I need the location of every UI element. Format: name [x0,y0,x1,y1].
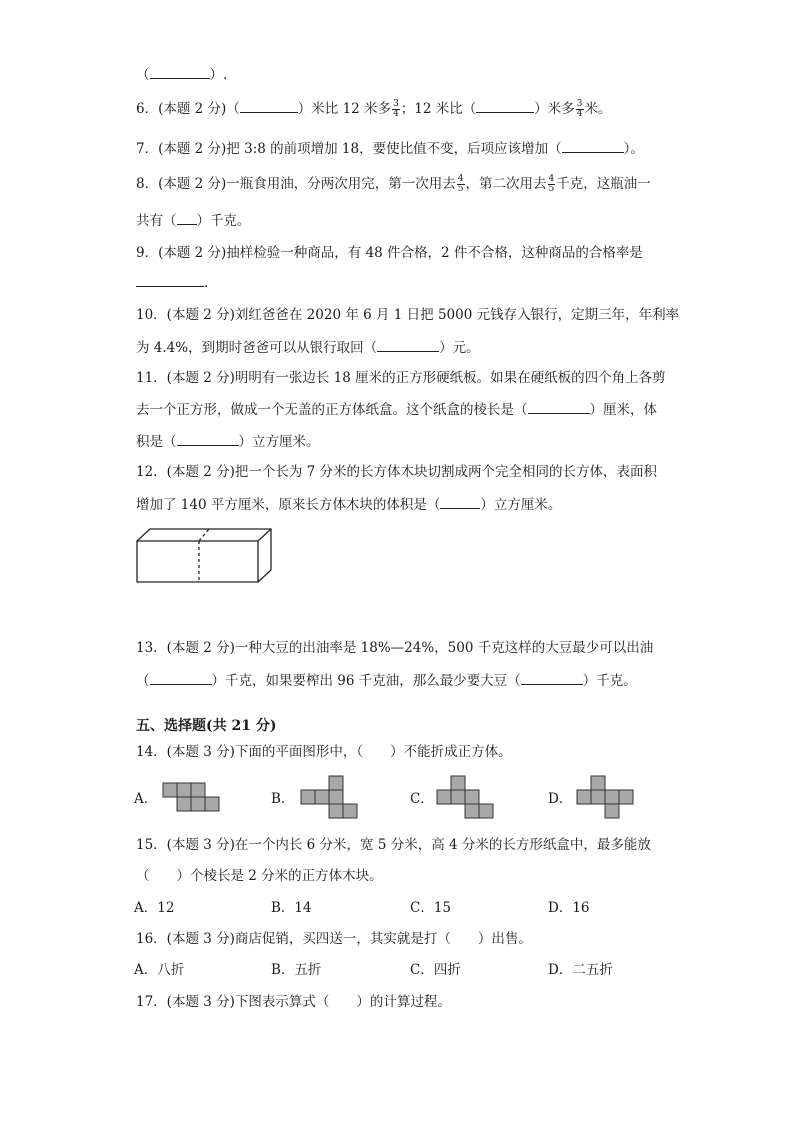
text: ）立方厘米。 [480,497,562,513]
fraction: $\frac{3}{4}$ [393,99,399,119]
question-10: 10．(本题 2 分)刘红爸爸在 2020 年 6 月 1 日把 5000 元钱存入银行，定期三年，年利率 [136,307,680,323]
question-11: 11．(本题 2 分)明明有一张边长 18 厘米的正方形硬纸板。如果在硬纸板的四个角上各剪 [136,370,666,386]
question-10-line2 [136,337,480,358]
cuboid-edge [258,529,271,541]
line-q5-continuation [136,64,227,85]
text: ）千克。 [582,673,637,689]
cuboid-figure [134,526,276,586]
fraction: $\frac{4}{5}$ [548,174,555,194]
fraction: $\frac{3}{4}$ [576,99,583,119]
text: ，第二次用去 [465,176,547,192]
text: ）立方厘米。 [238,434,320,450]
question-15-line2: （ ）个棱长是 2 分米的正方体木块。 [136,868,383,884]
text: ）米多 [534,101,575,117]
option-b-label[interactable]: B． [271,791,295,807]
answer-blank[interactable] [150,670,212,685]
text: 千克，这瓶油一 [556,176,651,192]
answer-blank[interactable] [440,494,480,509]
answer-blank[interactable] [177,431,239,446]
question-16: 16．(本题 3 分)商店促销，买四送一，其实就是打（ ）出售。 [136,931,532,947]
text: 共有（ [136,213,177,229]
text: 6．(本题 2 分)（ [136,101,240,117]
section-heading-choice: 五、选择题(共 21 分) [136,718,277,734]
answer-blank[interactable] [528,399,590,414]
answer-blank[interactable] [476,98,534,113]
question-6 [136,98,612,119]
text: （ [136,67,150,83]
cuboid-front-face [137,541,258,582]
text: 7．(本题 2 分)把 3:8 的前项增加 18，要使比值不变，后项应该增加（ [136,141,562,157]
option-c-label[interactable]: C． [410,791,434,807]
text: （ [136,673,150,689]
question-13-line2 [136,670,637,691]
text: ）厘米，体 [589,402,657,418]
net-figure-a[interactable] [162,782,220,814]
option-a[interactable]: A．八折 [134,962,185,978]
net-figure-b[interactable] [300,775,360,821]
text: . [204,275,209,291]
answer-blank[interactable] [521,670,583,685]
question-9-blank-line [136,272,208,293]
option-d[interactable]: D．二五折 [548,962,613,978]
net-figure-c[interactable] [436,775,496,821]
answer-blank[interactable] [562,138,624,153]
question-14: 14．(本题 3 分)下面的平面图形中，（ ）不能折成正方体。 [136,744,512,760]
option-c[interactable]: C．15 [410,900,452,916]
text: ）千克，如果要榨出 96 千克油，那么最少要大豆（ [211,673,521,689]
answer-blank[interactable] [136,272,204,287]
question-12: 12．(本题 2 分)把一个长为 7 分米的长方体木块切割成两个完全相同的长方体，表面积 [136,464,658,480]
question-17: 17．(本题 3 分)下图表示算式（ ）的计算过程。 [136,994,451,1010]
option-b[interactable]: B．14 [271,900,312,916]
question-7 [136,138,644,159]
question-8 [136,174,651,194]
cut-line-top [199,529,209,541]
option-a[interactable]: A．12 [134,900,175,916]
question-9: 9．(本题 2 分)抽样检验一种商品，有 48 件合格，2 件不合格，这种商品的合格率是 [136,245,643,261]
text: ）千克。 [196,213,251,229]
option-b[interactable]: B．五折 [271,962,322,978]
text: 增加了 140 平方厘米，原来长方体木块的体积是（ [136,497,441,513]
answer-blank[interactable] [240,98,298,113]
question-8-line2 [136,210,251,231]
text: 去一个正方形，做成一个无盖的正方体纸盒。这个纸盒的棱长是（ [136,402,528,418]
text: ）. [209,67,228,83]
fraction: $\frac{4}{5}$ [457,174,464,194]
question-15: 15．(本题 3 分)在一个内长 6 分米，宽 5 分米，高 4 分米的长方形纸盒中，最多能放 [136,837,651,853]
option-d-label[interactable]: D． [548,791,573,807]
text: ）元。 [439,340,480,356]
text: 为 4.4%，到期时爸爸可以从银行取回（ [136,340,378,356]
text: ；12 米比（ [400,101,477,117]
cuboid-top-side-edges [137,529,271,582]
text: ）米比 12 米多 [297,101,392,117]
question-11-line3 [136,431,320,452]
question-12-line2 [136,494,561,515]
option-a-label[interactable]: A． [134,791,158,807]
text: 积是（ [136,434,177,450]
question-11-line2 [136,399,657,420]
text: ）。 [623,141,644,157]
answer-blank[interactable] [150,64,210,79]
text: 8．(本题 2 分)一瓶食用油，分两次用完，第一次用去 [136,176,456,192]
option-d[interactable]: D．16 [548,900,590,916]
text: 米。 [584,101,612,117]
net-figure-d[interactable] [576,775,636,821]
option-c[interactable]: C．四折 [410,962,461,978]
question-13: 13．(本题 2 分)一种大豆的出油率是 18%—24%，500 千克这样的大豆最少可以出油 [136,640,654,656]
answer-blank[interactable] [377,337,439,352]
answer-blank[interactable] [177,210,197,225]
